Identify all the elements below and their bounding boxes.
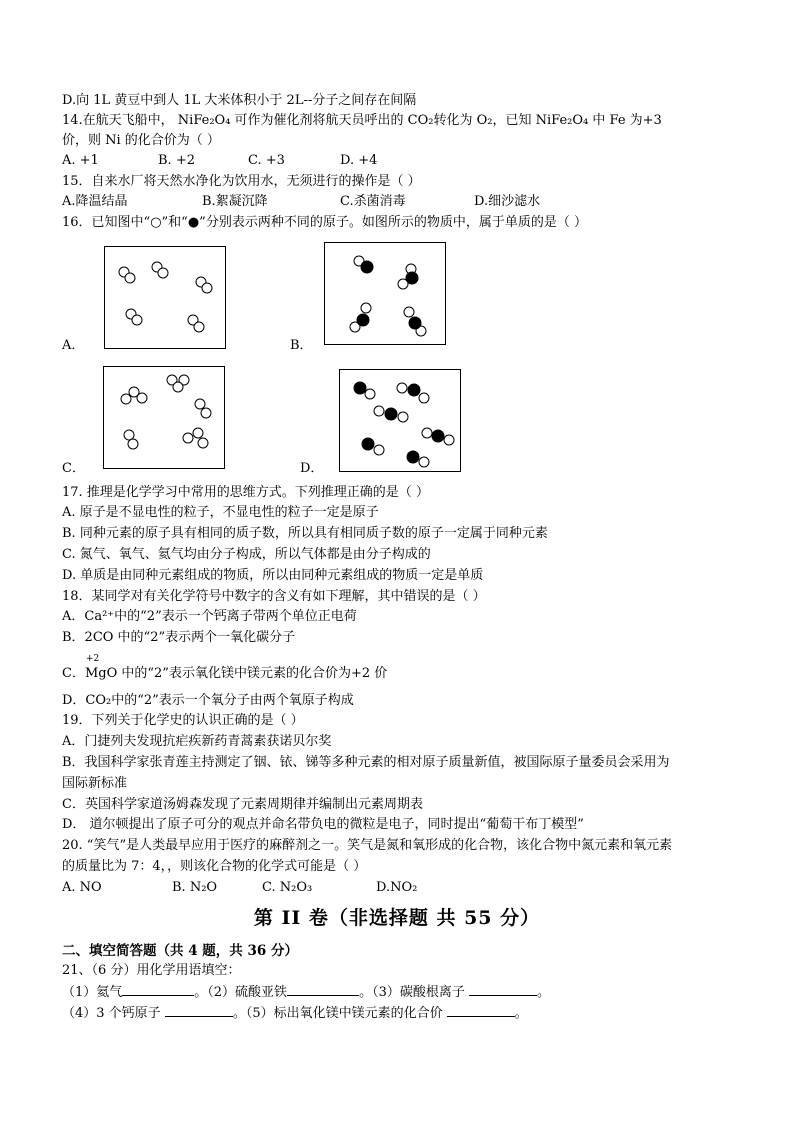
q18-option-c	[62, 654, 388, 683]
q14-stem-line1: 14.在航天飞船中， NiFe₂O₄ 可作为催化剂将航天员呼出的 CO₂转化为 O₂，已知 NiFe₂O₄ 中 Fe 为+3	[62, 113, 662, 128]
q18-option-d: D．CO₂中的“2”表示一个氧分子由两个氧原子构成	[62, 693, 354, 708]
q18-mgo-text: MgO	[84, 666, 118, 681]
q21-row2	[62, 1004, 528, 1023]
q19-option-b-line2: 国际新标准	[62, 776, 128, 791]
q16-label-b: B．	[290, 338, 313, 353]
q21-part4-label: （4）3 个钙原子	[62, 1006, 165, 1021]
q16-figure-a	[104, 246, 226, 349]
q14-stem-line2: 价，则 Ni 的化合价为（ ）	[62, 133, 220, 148]
q16-figure-c	[103, 366, 225, 469]
q16-stem: 16．已知图中“○”和“●”分别表示两种不同的原子。如图所示的物质中，属于单质的是（ ）	[62, 215, 587, 230]
q16-label-c: C．	[62, 461, 85, 476]
q16-figure-c-molecules	[104, 367, 226, 470]
q21-part2-label: 。（2）硫酸亚铁	[194, 985, 288, 1000]
q15-option-a: A.降温结晶	[62, 194, 128, 209]
q18-mg-valence: +2	[85, 654, 100, 664]
q21-part3-end: 。	[536, 985, 550, 1000]
q14-option-d: D. +4	[340, 153, 378, 168]
q19-option-a: A．门捷列夫发现抗疟疾新药青蒿素获诺贝尔奖	[62, 734, 332, 749]
q21-part3-label: 。（3）碳酸根离子	[359, 985, 469, 1000]
q20-option-c: C. N₂O₃	[262, 880, 313, 895]
q15-option-d: D.细沙滤水	[474, 194, 541, 209]
q16-figure-d	[339, 369, 461, 472]
q17-option-c: C. 氮气、氧气、氦气均由分子构成，所以气体都是由分子构成的	[62, 547, 431, 562]
q21-part5-label: 。（5）标出氧化镁中镁元素的化合价	[232, 1006, 447, 1021]
q19-option-c: C．英国科学家道汤姆森发现了元素周期律并编制出元素周期表	[62, 797, 423, 812]
q21-part1-label: （1）氦气	[62, 985, 123, 1000]
q19-option-b-line1: B．我国科学家张青莲主持测定了铟、铱、锑等多种元素的相对原子质量新值，被国际原子量委员会采用为	[62, 755, 670, 770]
q14-option-c: C. +3	[248, 153, 285, 168]
q17-option-a: A. 原子是不显电性的粒子，不显电性的粒子一定是原子	[62, 505, 379, 520]
q18-stem: 18．某同学对有关化学符号中数字的含义有如下理解，其中错误的是（ ）	[62, 589, 486, 604]
q21-blank-4[interactable]	[165, 1004, 233, 1017]
q17-stem: 17. 推理是化学学习中常用的思维方式。下列推理正确的是（ ）	[62, 485, 429, 500]
q16-label-d: D．	[300, 461, 324, 476]
q20-option-b: B. N₂O	[172, 880, 218, 895]
q20-option-a: A. NO	[62, 880, 102, 895]
q19-stem: 19．下列关于化学史的认识正确的是（ ）	[62, 713, 304, 728]
section-subtitle: 二、填空简答题（共 4 题，共 36 分）	[62, 943, 298, 959]
q20-stem-line2: 的质量比为 7：4，，则该化合物的化学式可能是（ ）	[62, 859, 367, 874]
q16-figure-a-molecules	[105, 247, 227, 350]
q20-option-d: D.NO₂	[376, 880, 418, 895]
q16-figure-d-molecules	[340, 370, 462, 473]
q18-mgo-formula	[84, 654, 118, 683]
q15-stem: 15．自来水厂将天然水净化为饮用水，无须进行的操作是（ ）	[62, 174, 421, 189]
q17-option-b: B. 同种元素的原子具有相同的质子数，所以具有相同质子数的原子一定属于同种元素	[62, 526, 548, 541]
q18-option-c-prefix: C．	[62, 666, 85, 681]
q17-option-d: D. 单质是由同种元素组成的物质，所以由同种元素组成的物质一定是单质	[62, 568, 484, 583]
section-title: 第 II 卷（非选择题 共 55 分）	[253, 907, 541, 929]
q14-option-b: B. +2	[158, 153, 195, 168]
q21-blank-2[interactable]	[287, 983, 359, 996]
q18-option-c-text: 中的“2”表示氧化镁中镁元素的化合价为+2 价	[117, 666, 388, 681]
q13-option-d: D.向 1L 黄豆中到人 1L 大米体积小于 2L--分子之间存在间隔	[62, 93, 417, 108]
q21-blank-1[interactable]	[122, 983, 194, 996]
q19-option-d: D． 道尔顿提出了原子可分的观点并命名带负电的微粒是电子，同时提出“葡萄干布丁模型”	[62, 817, 584, 832]
q15-option-b: B.絮凝沉降	[202, 194, 268, 209]
q16-label-a: A．	[62, 338, 85, 353]
q21-part5-end: 。	[514, 1006, 528, 1021]
q16-figure-b	[324, 242, 446, 345]
q18-option-b: B．2CO 中的“2”表示两个一氧化碳分子	[62, 630, 296, 645]
q21-intro: 21、（6 分）用化学用语填空：	[62, 963, 241, 978]
q14-option-a: A. +1	[62, 153, 99, 168]
q21-blank-3[interactable]	[469, 983, 537, 996]
q16-figure-b-molecules	[325, 243, 447, 346]
q21-blank-5[interactable]	[447, 1004, 515, 1017]
q18-option-a: A．Ca²⁺中的“2”表示一个钙离子带两个单位正电荷	[62, 609, 357, 624]
q21-row1	[62, 983, 550, 1002]
q20-stem-line1: 20. “笑气”是人类最早应用于医疗的麻醉剂之一。笑气是氮和氧形成的化合物，该化合物中氮元素和氧元素	[62, 838, 673, 853]
q15-option-c: C.杀菌消毒	[340, 194, 406, 209]
